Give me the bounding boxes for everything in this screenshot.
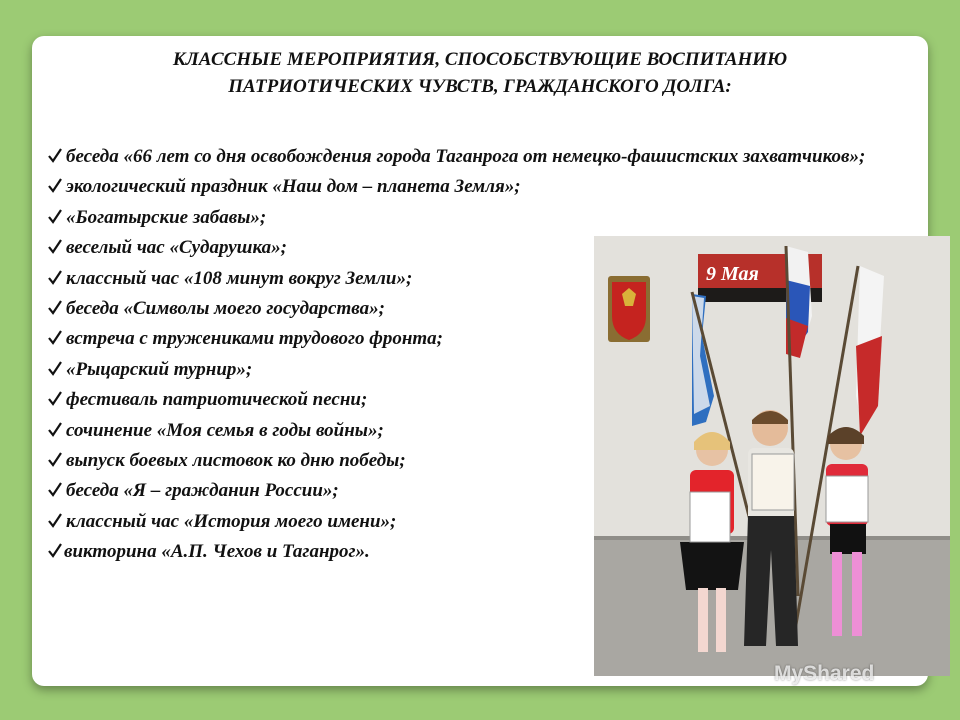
list-item-text: классный час «108 минут вокруг Земли»;	[66, 267, 413, 289]
checkmark-icon	[48, 360, 62, 376]
slide-title	[32, 46, 928, 100]
checkmark-icon	[48, 512, 62, 528]
list-item-text: беседа «Я – гражданин России»;	[66, 480, 339, 502]
checkmark-icon	[48, 177, 62, 193]
checkmark-icon	[48, 299, 62, 315]
list-item	[48, 142, 888, 172]
list-item-text: «Рыцарский турнир»;	[66, 358, 253, 380]
banner-text: 9 Мая	[706, 263, 759, 285]
watermark-logo: MyShared	[774, 662, 875, 685]
list-item	[48, 172, 908, 202]
list-item-text: выпуск боевых листовок ко дню победы;	[66, 450, 406, 472]
checkmark-icon	[48, 269, 62, 285]
checkmark-icon	[48, 238, 62, 254]
checkmark-icon	[48, 390, 62, 406]
list-item-text: беседа «Символы моего государства»;	[66, 298, 385, 320]
title-line-1: КЛАССНЫЕ МЕРОПРИЯТИЯ, СПОСОБСТВУЮЩИЕ ВОСПИТАНИЮ	[172, 49, 788, 70]
title-line-2: ПАТРИОТИЧЕСКИХ ЧУВСТВ, ГРАЖДАНСКОГО ДОЛГА:	[228, 76, 732, 97]
list-item-text: сочинение «Моя семья в годы войны»;	[66, 419, 384, 441]
checkmark-icon	[48, 147, 62, 163]
list-item-text: «Богатырские забавы»;	[66, 206, 267, 228]
checkmark-icon	[48, 421, 62, 437]
list-item-text: встреча с тружениками трудового фронта;	[66, 328, 443, 350]
checkmark-icon	[48, 329, 62, 345]
list-item-text: классный час «История моего имени»;	[66, 510, 397, 532]
checkmark-icon	[48, 451, 62, 467]
list-item-text: викторина «А.П. Чехов и Таганрог».	[64, 541, 370, 563]
list-item-text: фестиваль патриотической песни;	[66, 389, 368, 411]
list-item-text: экологический праздник «Наш дом – планета Земля»;	[66, 176, 521, 198]
checkmark-icon	[48, 208, 62, 224]
list-item	[48, 203, 908, 233]
event-photo	[594, 236, 950, 676]
checkmark-icon	[48, 542, 62, 558]
coat-of-arms-icon	[608, 276, 650, 342]
list-item-text: беседа «66 лет со дня освобождения города Таганрога от немецко-фашистских захватчиков»;	[66, 146, 866, 167]
checkmark-icon	[48, 481, 62, 497]
list-item-text: веселый час «Сударушка»;	[66, 237, 287, 259]
